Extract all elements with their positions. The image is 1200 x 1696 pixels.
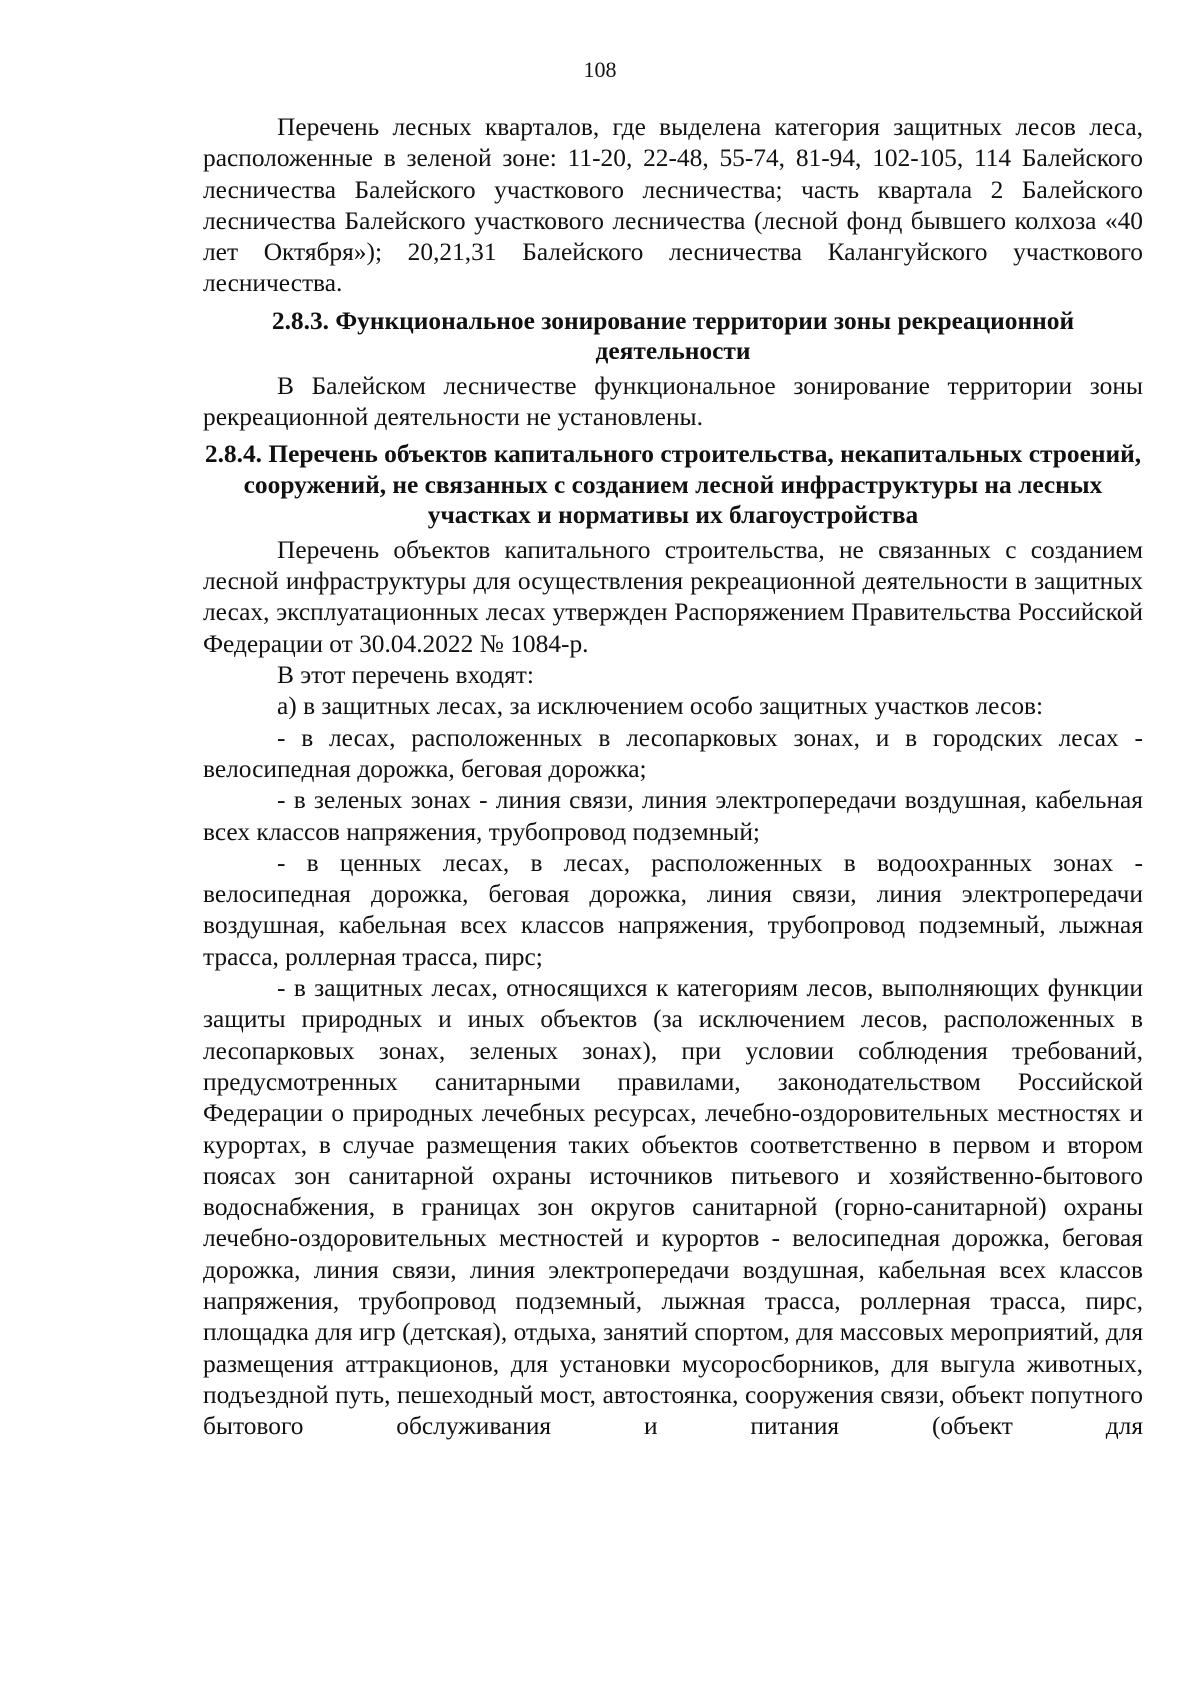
- heading-2-8-3: 2.8.3. Функциональное зонирование территории зоны рекреационной деятельности: [271, 306, 1075, 366]
- list-item-protective-forests: - в защитных лесах, относящихся к категориям лесов, выполняющих функции защиты природных и иных объектов (за исключением лесов, расположенных в лесопарковых зонах, зеленых зонах), при условии соблюдения требований, предусмотренных санитарными правилами, законодательством Российской Федерации о природных лечебных ресурсах, лечебно-оздоровительных местностях и курортах, в случае размещения таких объектов соответственно в первом и втором поясах зон санитарной охраны источников питьевого и хозяйственно-бытового водоснабжения, в границах зон округов санитарной (горно-санитарной) охраны лечебно-оздоровительных местностей и курортов - велосипедная дорожка, беговая дорожка, линия связи, линия электропередачи воздушная, кабельная всех классов напряжения, трубопровод подземный, лыжная трасса, роллерная трасса, пирс, площадка для игр (детская), отдыха, занятий спортом, для массовых мероприятий, для размещения аттракционов, для установки мусоросборников, для выгула животных, подъездной путь, пешеходный мост, автостоянка, сооружения связи, объект попутного бытового обслуживания и питания (объект для: [203, 974, 1143, 1441]
- paragraph-forest-quarters: Перечень лесных кварталов, где выделена категория защитных лесов леса, расположенные в зеленой зоне: 11-20, 22-48, 55-74, 81-94, 102-105, 114 Балейского лесничества Балейского участкового лесничества; часть квартала 2 Балейского лесничества Балейского участкового лесничества (лесной фонд бывшего колхоза «40 лет Октября»); 20,21,31 Балейского лесничества Калангуйского участкового лесничества.: [203, 113, 1143, 298]
- paragraph-zoning: В Балейском лесничестве функциональное зонирование территории зоны рекреационной деятельности не установлены.: [203, 371, 1143, 432]
- list-item-forest-park: - в лесах, расположенных в лесопарковых зонах, и в городских лесах - велосипедная дорожка, беговая дорожка;: [203, 723, 1143, 783]
- page-number: 108: [583, 57, 617, 82]
- list-item-valuable-forests: - в ценных лесах, в лесах, расположенных в водоохранных зонах - велосипедная дорожка, беговая дорожка, линия связи, линия электропередачи воздушная, кабельная всех классов напряжения, трубопровод подземный, лыжная трасса, роллерная трасса, пирс;: [203, 848, 1143, 971]
- heading-2-8-4: 2.8.4. Перечень объектов капитального строительства, некапитальных строений, сооружений, не связанных с созданием лесной инфраструктуры на лесных участках и нормативы их благоустройства: [204, 440, 1142, 530]
- paragraph-list-intro: В этот перечень входят:: [277, 661, 534, 690]
- list-item-a: а) в защитных лесах, за исключением особо защитных участков лесов:: [277, 692, 1044, 721]
- list-item-green-zones: - в зеленых зонах - линия связи, линия электропередачи воздушная, кабельная всех классов напряжения, трубопровод подземный;: [203, 786, 1143, 846]
- document-body: [203, 112, 1143, 1442]
- paragraph-objects-list: Перечень объектов капитального строительства, не связанных с созданием лесной инфраструктуры для осуществления рекреационной деятельности в защитных лесах, эксплуатационных лесах утвержден Распоряжением Правительства Российской Федерации от 30.04.2022 № 1084-р.: [203, 535, 1143, 658]
